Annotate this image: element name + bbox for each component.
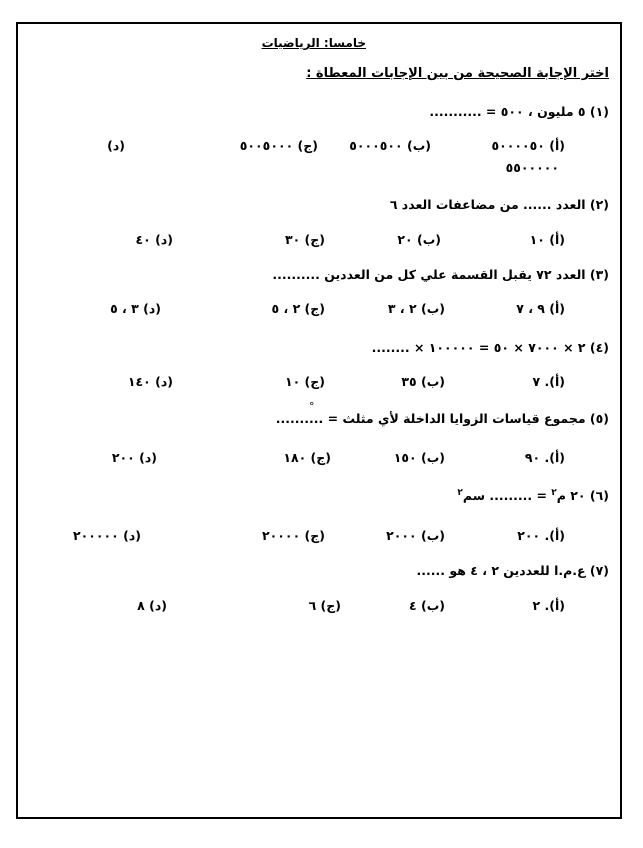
question-7-text: (٧) ع.م.ا للعددين ٢ ، ٤ هو ...... bbox=[416, 563, 609, 578]
question-6-option-d: (د) ٢٠٠٠٠٠ bbox=[73, 528, 141, 543]
question-3-text: (٣) العدد ٧٢ يقبل القسمة علي كل من العددين .......... bbox=[272, 267, 609, 282]
question-1-option-b: (ب) ٥٠٠٠٥٠٠ bbox=[349, 138, 431, 153]
question-6-option-b: (ب) ٢٠٠٠ bbox=[386, 528, 445, 543]
question-7-option-c: (ج) ٦ bbox=[308, 598, 341, 613]
question-4-text: (٤) ٢ × ٧٠٠٠ × ٥٠ = ١٠٠٠٠٠ × ........ bbox=[371, 340, 609, 355]
question-1-option-d: (د) bbox=[107, 138, 125, 153]
question-7-option-d: (د) ٨ bbox=[137, 598, 167, 613]
question-5-text: (٥) مجموع قياسات الزوايا الداخلة لأي مثلث = .......... bbox=[275, 411, 609, 426]
question-3-option-b: (ب) ٢ ، ٣ bbox=[387, 301, 445, 316]
question-1-option-c: (ج) ٥٠٠٥٠٠٠ bbox=[239, 138, 318, 153]
question-7-option-a: (أ). ٢ bbox=[532, 598, 565, 613]
question-6-text bbox=[457, 488, 609, 503]
question-5-option-d: (د) ٢٠٠ bbox=[111, 450, 157, 465]
question-2-text: (٢) العدد ...... من مضاعفات العدد ٦ bbox=[389, 197, 609, 212]
question-3-option-a: (أ) ٩ ، ٧ bbox=[516, 301, 565, 316]
question-6-option-a: (أ). ٢٠٠ bbox=[517, 528, 565, 543]
question-2-option-c: (ج) ٣٠ bbox=[284, 232, 325, 247]
question-3-option-c: (ج) ٢ ، ٥ bbox=[271, 301, 325, 316]
question-6-option-c: (ج) ٢٠٠٠٠ bbox=[262, 528, 325, 543]
question-2-option-b: (ب) ٢٠ bbox=[397, 232, 441, 247]
question-6-part-a: (٦) ٢٠ م bbox=[556, 488, 609, 504]
question-4-option-c: (ج) ١٠ bbox=[284, 374, 325, 389]
question-2-option-a: (أ) ١٠ bbox=[529, 232, 565, 247]
question-4-option-b: (ب) ٣٥ bbox=[401, 374, 445, 389]
question-5-option-b: (ب) ١٥٠ bbox=[393, 450, 445, 465]
question-7-option-b: (ب) ٤ bbox=[409, 598, 445, 613]
question-6-exponent-a: ٢ bbox=[551, 488, 557, 498]
question-4-option-d: (د) ١٤٠ bbox=[127, 374, 173, 389]
question-2-option-d: (د) ٤٠ bbox=[135, 232, 173, 247]
degree-symbol: ° bbox=[309, 400, 315, 413]
section-title: خامسا: الرياضيات bbox=[261, 36, 366, 50]
question-5-option-a: (أ). ٩٠ bbox=[524, 450, 565, 465]
instruction: اختر الإجابة الصحيحة من بين الإجابات المعطاة : bbox=[306, 66, 609, 81]
question-1-option-d-value: ٥٥٠٠٠٠٠ bbox=[505, 160, 559, 175]
question-1-option-a: (أ) ٥٠٠٠٠٥٠ bbox=[491, 138, 565, 153]
question-6-exponent-b: ٢ bbox=[457, 488, 463, 498]
question-5-option-c: (ج) ١٨٠ bbox=[283, 450, 331, 465]
question-4-option-a: (أ). ٧ bbox=[532, 374, 565, 389]
question-6-part-b: = ......... سم bbox=[462, 488, 552, 504]
question-1-text: (١) ٥ مليون ، ٥٠٠ = ........... bbox=[429, 104, 609, 119]
question-3-option-d: (د) ٣ ، ٥ bbox=[110, 301, 161, 316]
